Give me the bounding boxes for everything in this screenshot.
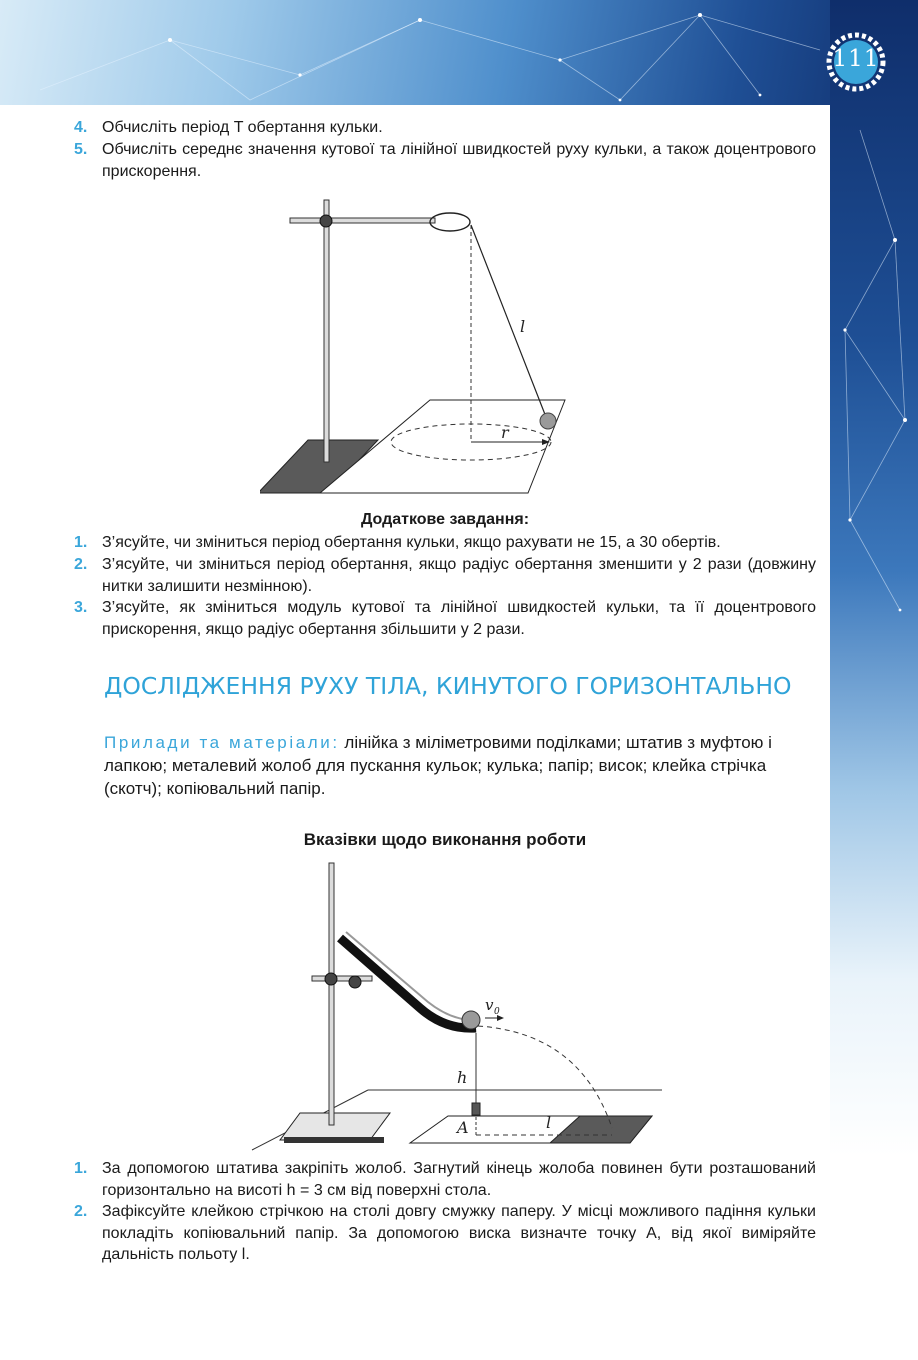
list-item: [74, 139, 816, 182]
list-text: Зафіксуйте клейкою стрічкою на столі довгу смужку паперу. У місці можливого падіння кульки покладіть копіювальний папір. За допомогою виска визначте точку A, від якої виміряйте дальність польоту l.: [102, 1203, 816, 1263]
ball: [462, 1011, 480, 1029]
instructions-title: Вказівки щодо виконання роботи: [303, 830, 587, 849]
list-text: Обчисліть період T обертання кульки.: [102, 119, 383, 136]
thread-length-label: l: [520, 317, 526, 336]
velocity-label: v: [485, 996, 494, 1014]
stand-base: [280, 1113, 390, 1140]
list-number: 1.: [74, 534, 88, 551]
list-item: [74, 1201, 816, 1266]
conical-pendulum-figure: [260, 195, 590, 500]
list-text: З’ясуйте, як зміниться модуль кутової та лінійної швидкостей кульки, та її доцентрового прискорення, якщо радіус обертання збільшити у 2 рази.: [102, 599, 816, 638]
clamp: [320, 215, 332, 227]
point-A-label: A: [457, 1118, 469, 1137]
thread: [471, 225, 546, 417]
clamp-arm: [312, 976, 372, 981]
ball: [540, 413, 556, 429]
clamp-screw: [325, 973, 337, 985]
list-number: 4.: [74, 119, 88, 136]
list-number: 2.: [74, 556, 88, 573]
horizontal-arm: [290, 218, 435, 223]
trajectory: [478, 1026, 612, 1128]
materials-label: Прилади та матеріали:: [104, 733, 340, 752]
list-item: [74, 532, 816, 554]
suspension-ring: [430, 213, 470, 231]
list-item: [74, 554, 816, 597]
stand-foot: [284, 1137, 384, 1143]
page-number-badge: [826, 32, 886, 92]
extra-task-title: Додаткове завдання:: [360, 511, 530, 528]
list-text: З’ясуйте, чи зміниться період обертання кульки, якщо рахувати не 15, а 30 обертів.: [102, 534, 721, 551]
list-number: 2.: [74, 1203, 88, 1220]
list-number: 3.: [74, 599, 88, 616]
radius-label: r: [501, 423, 509, 442]
list-item: [74, 597, 816, 640]
stand-rod: [329, 863, 334, 1125]
height-label: h: [457, 1068, 468, 1087]
materials-paragraph: [104, 731, 816, 800]
list-text: Обчисліть середнє значення кутової та лінійної швидкостей руху кульки, а також доцентрового прискорення.: [102, 141, 816, 180]
list-number: 5.: [74, 141, 88, 158]
section-title: ДОСЛІДЖЕННЯ РУХУ ТІЛА, КИНУТОГО ГОРИЗОНТАЛЬНО: [104, 672, 792, 700]
distance-label: l: [546, 1113, 552, 1132]
list-text: З’ясуйте, чи зміниться період обертання, якщо радіус обертання зменшити у 2 рази (довжину нитки залишити незмінною).: [102, 556, 816, 595]
plumb-bob: [472, 1103, 480, 1115]
horizontal-throw-figure: [250, 858, 670, 1153]
list-number: 1.: [74, 1160, 88, 1177]
clamp-screw: [349, 976, 361, 988]
materials-text: лінійка з міліметровими поділками; штатив з муфтою і лапкою; металевий жолоб для пускання кульок; кулька; папір; висок; клейка стрічка (скотч); копіювальний папір.: [104, 733, 772, 798]
list-item: [74, 117, 816, 139]
list-item: [74, 1158, 816, 1201]
list-text: За допомогою штатива закріпіть жолоб. Загнутий кінець жолоба повинен бути розташований горизонтально на висоті h = 3 см від поверхні стола.: [102, 1160, 816, 1199]
velocity-subscript: 0: [494, 1007, 500, 1017]
stand-rod: [324, 200, 329, 462]
page-number: 111: [832, 46, 880, 72]
